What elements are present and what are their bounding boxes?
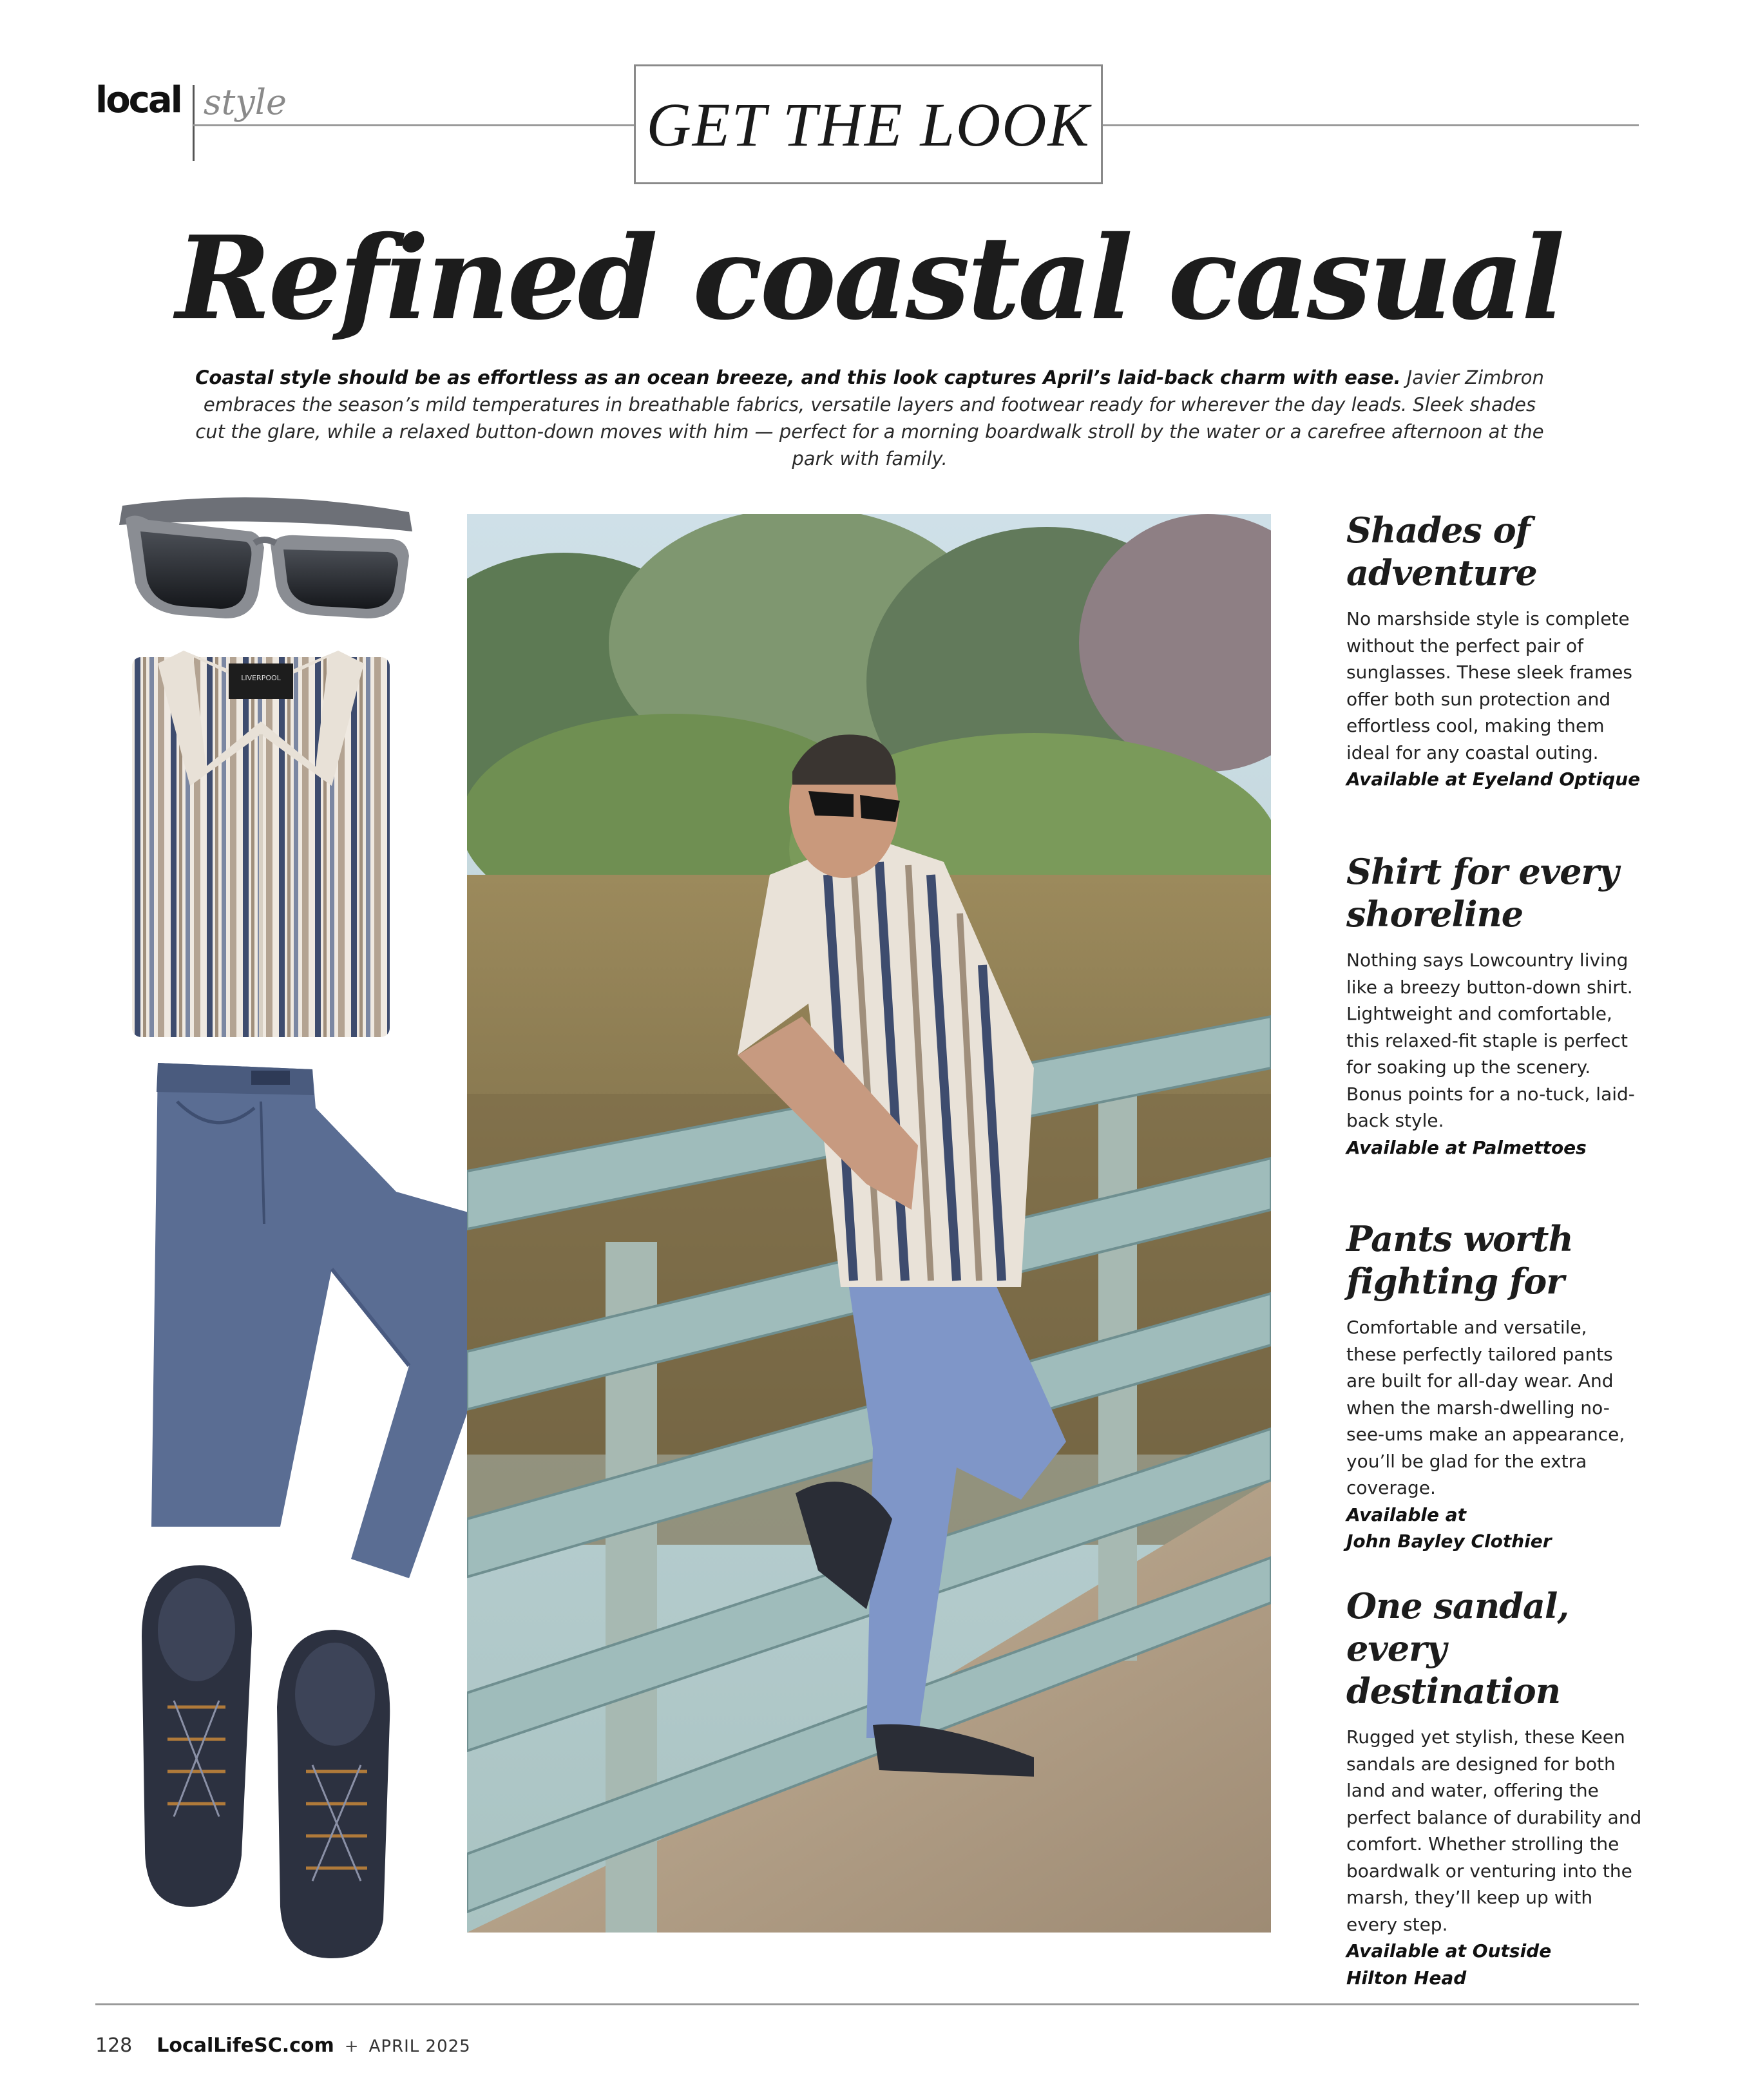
section-tag-local: local xyxy=(95,79,181,121)
item-body: Rugged yet stylish, these Keen sandals are designed for both land and water, offering the perfect balance of durability and comfort. Whether strolling the boardwalk or venturing into the marsh, they’ll keep up with every step. xyxy=(1346,1726,1642,1935)
section-tag-divider xyxy=(193,85,195,161)
item-source: Available at Palmettoes xyxy=(1346,1136,1587,1158)
item-sandals xyxy=(1346,1585,1643,1991)
item-body: No marshside style is complete without the perfect pair of sunglasses. These sleek frames offer both sun protection and effortless cool, making them ideal for any coastal outing. xyxy=(1346,608,1632,763)
item-source: Available at John Bayley Clothier xyxy=(1346,1503,1552,1552)
sandals-image xyxy=(129,1546,412,1958)
issue-date: APRIL 2025 xyxy=(368,2037,471,2056)
footer-separator: + xyxy=(344,2037,359,2056)
item-source: Available at Outside Hilton Head xyxy=(1346,1940,1552,1989)
item-body: Nothing says Lowcountry living like a breezy button-down shirt. Lightweight and comfortable, this relaxed-fit staple is perfect for soaking up the scenery. Bonus points for a no-tuck, laid-back style. xyxy=(1346,950,1635,1131)
item-title: Shades of adventure xyxy=(1346,510,1537,593)
sunglasses-image xyxy=(110,486,419,625)
page-number: 128 xyxy=(95,2034,133,2057)
kicker-box xyxy=(634,64,1103,184)
intro-body: Javier Zimbron embraces the season’s mild temperatures in breathable fabrics, versatile layers and footwear ready for wherever the day leads. Sleek shades cut the glare, while a relaxed button-down moves with him — perfect for a morning boardwalk stroll by the water or a carefree afternoon at the park with family. xyxy=(195,367,1544,470)
item-source: Available at Eyeland Optique xyxy=(1346,768,1641,790)
shirt-tag-label: LIVERPOOL xyxy=(241,674,281,682)
item-shirt xyxy=(1346,850,1643,1161)
item-sunglasses xyxy=(1346,509,1643,793)
main-photo xyxy=(467,514,1271,1933)
kicker: GET THE LOOK xyxy=(646,90,1091,159)
item-body: Comfortable and versatile, these perfectly tailored pants are built for all-day wear. And when the marsh-dwelling no-see-ums make an appearance, you’ll be glad for the extra coverage. xyxy=(1346,1317,1625,1498)
item-pants xyxy=(1346,1217,1643,1555)
shirt-image xyxy=(132,638,390,1037)
intro-paragraph xyxy=(187,364,1552,472)
header-rule-right xyxy=(1103,124,1639,126)
site-name: LocalLifeSC.com xyxy=(157,2034,334,2057)
section-tag xyxy=(95,79,287,161)
header-rule-left xyxy=(193,124,634,126)
section-tag-style: style xyxy=(203,82,287,122)
item-title: Shirt for every shoreline xyxy=(1346,851,1619,935)
item-title: Pants worth fighting for xyxy=(1346,1218,1573,1302)
intro-lead: Coastal style should be as effortless as an ocean breeze, and this look captures April’s laid-back charm with ease. xyxy=(195,367,1401,388)
headline: Refined coastal casual xyxy=(175,211,1563,345)
footer-rule xyxy=(95,2003,1639,2005)
footer xyxy=(95,2034,471,2057)
item-title: One sandal, every destination xyxy=(1346,1585,1569,1712)
